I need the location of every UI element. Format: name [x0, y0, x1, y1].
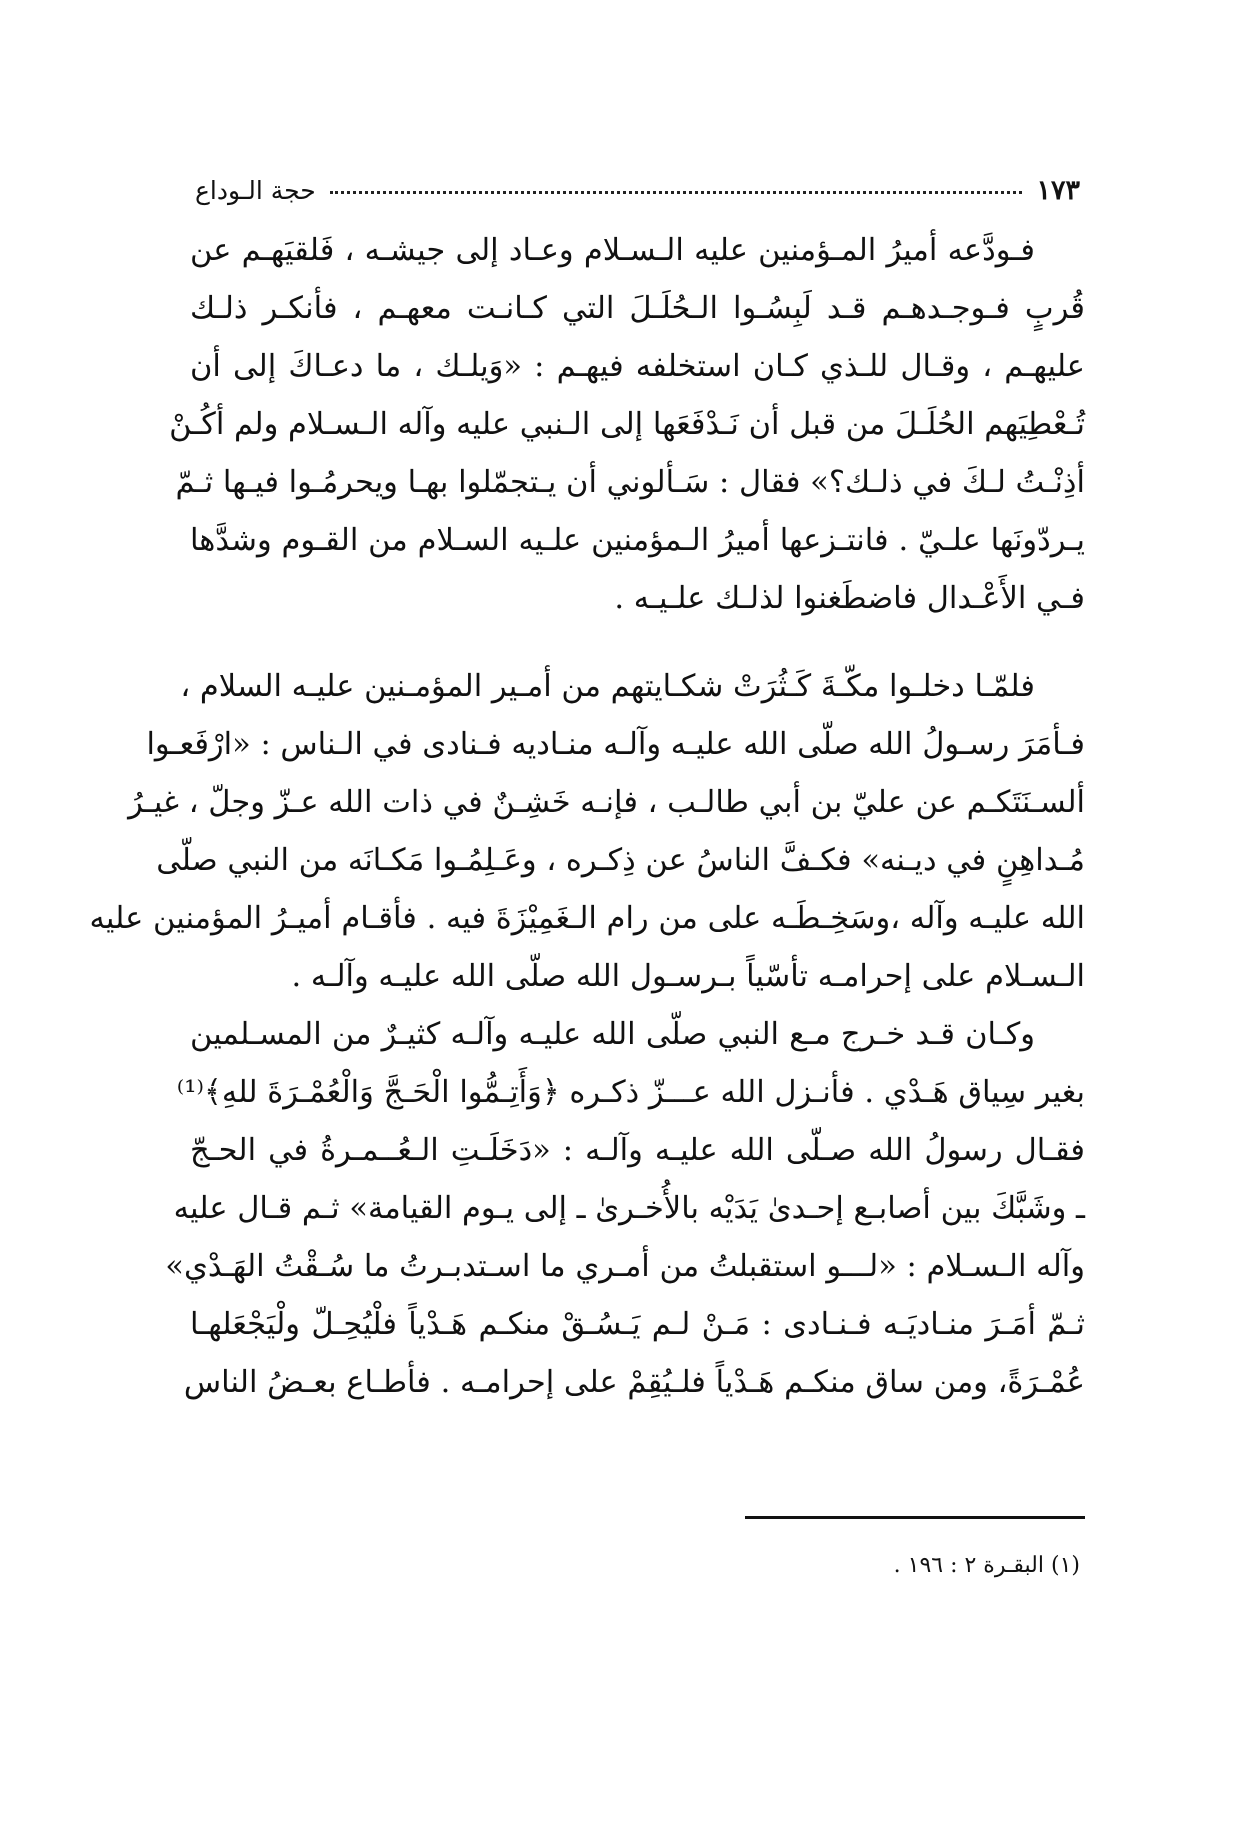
- text-line: فـي الأَعْـدال فاضطَغنوا لذلـك علـيـه .: [614, 581, 1085, 616]
- text-line: ثـمّ أمَـرَ منـاديَـه فـنـادى : مَـنْ لـم يَـسُـقْ منكـم هَـدْياً فلْيُحِـلّ ولْيَجْعَلهـا: [190, 1307, 1085, 1342]
- text-line: وآله الـسـلام : «لـــو استقبلتُ من أمـري ما اسـتدبـرتُ ما سُـقْتُ الهَـدْي»: [165, 1249, 1085, 1284]
- page-number: ١٧٣: [1036, 174, 1080, 206]
- text-line: الـسـلام على إحرامـه تأسّياً بـرسـول الله صلّى الله عليـه وآلـه .: [291, 959, 1085, 994]
- running-title: حجة الـوداع: [195, 175, 316, 205]
- text-line: بغير سِياق هَـدْي . فأنـزل الله عـــزّ ذكـره ﴿وَأَتِـمُّوا الْحَـجَّ وَالْعُمْـرَةَ للهِ﴾⁽¹⁾: [176, 1075, 1085, 1110]
- text-line: قُربٍ فـوجـدهـم قـد لَبِسُـوا الـحُلَـلَ التي كـانـت معهـم ، فأنكـر ذلـك: [190, 291, 1085, 326]
- dotted-leader: [330, 191, 1023, 194]
- paragraph-gap: [190, 628, 1085, 658]
- text-line: عُمْـرَةً، ومن ساق منكـم هَـدْياً فلـيُقِمْ على إحرامـه . فأطـاع بعـضُ الناس: [183, 1365, 1085, 1400]
- text-line: الله عليـه وآله ،وسَخِـطَـه على من رام الـغَمِيْزَةَ فيه . فأقـام أميـرُ المؤمنين عليه: [89, 901, 1085, 936]
- text-line: أذِنْـتُ لـكَ في ذلـك؟» فقال : سَـألوني أن يـتجمّلوا بهـا ويحرمُـوا فيـها ثـمّ: [175, 465, 1085, 500]
- text-line: فلمّـا دخلـوا مكّـةَ كَـثُرَتْ شكـايتهم من أمـير المؤمـنين عليـه السلام ،: [180, 669, 1035, 704]
- text-line: وكـان قـد خـرج مـع النبي صلّى الله عليـه وآلـه كثيـرٌ من المسـلمين: [190, 1017, 1035, 1052]
- text-line: ـ وشَبَّكَ بين أصابـع إحـدىٰ يَدَيْه بالأُخـرىٰ ـ إلى يـوم القيامة» ثـم قـال عليه: [173, 1191, 1085, 1226]
- text-line: مُـداهِنٍ في ديـنه» فكـفَّ الناسُ عن ذِكـره ، وعَـلِمُـوا مَكـانَه من النبي صلّى: [156, 843, 1085, 878]
- text-line: فـأمَرَ رسـولُ الله صلّى الله عليـه وآلـه منـاديه فـنادى في الـناس : «ارْفَعـوا: [146, 727, 1085, 762]
- footnote: (١) البقـرة ٢ : ١٩٦ .: [893, 1553, 1080, 1578]
- text-line: عليهـم ، وقـال للـذي كـان استخلفه فيهـم : «وَيلـك ، ما دعـاكَ إلى أن: [190, 349, 1085, 384]
- footnote-divider: [745, 1516, 1085, 1519]
- text-line: يـردّونَها علـيّ . فانتـزعها أميرُ الـمؤمنين علـيه السـلام من القـوم وشدَّها: [190, 523, 1085, 558]
- text-line: ألسـنَتَكـم عن عليّ بن أبي طالـب ، فإنـه خَشِـنٌ في ذات الله عـزّ وجلّ ، غيـرُ: [128, 785, 1085, 820]
- main-text: [89, 222, 1085, 1412]
- text-line: فـودَّعه أميرُ المـؤمنين عليه الـسـلام وعـاد إلى جيشـه ، فَلقيَهـم عن: [190, 233, 1035, 268]
- page-header: [195, 170, 1080, 210]
- text-line: فقـال رسولُ الله صـلّى الله عليـه وآلـه : «دَخَلَـتِ الـعُــمـرةُ في الحـجّ: [190, 1133, 1085, 1168]
- text-line: تُـعْطِيَهم الحُلَـلَ من قبل أن نَـدْفَعَها إلى الـنبي عليه وآله الـسـلام ولم أكُـنْ: [169, 407, 1085, 442]
